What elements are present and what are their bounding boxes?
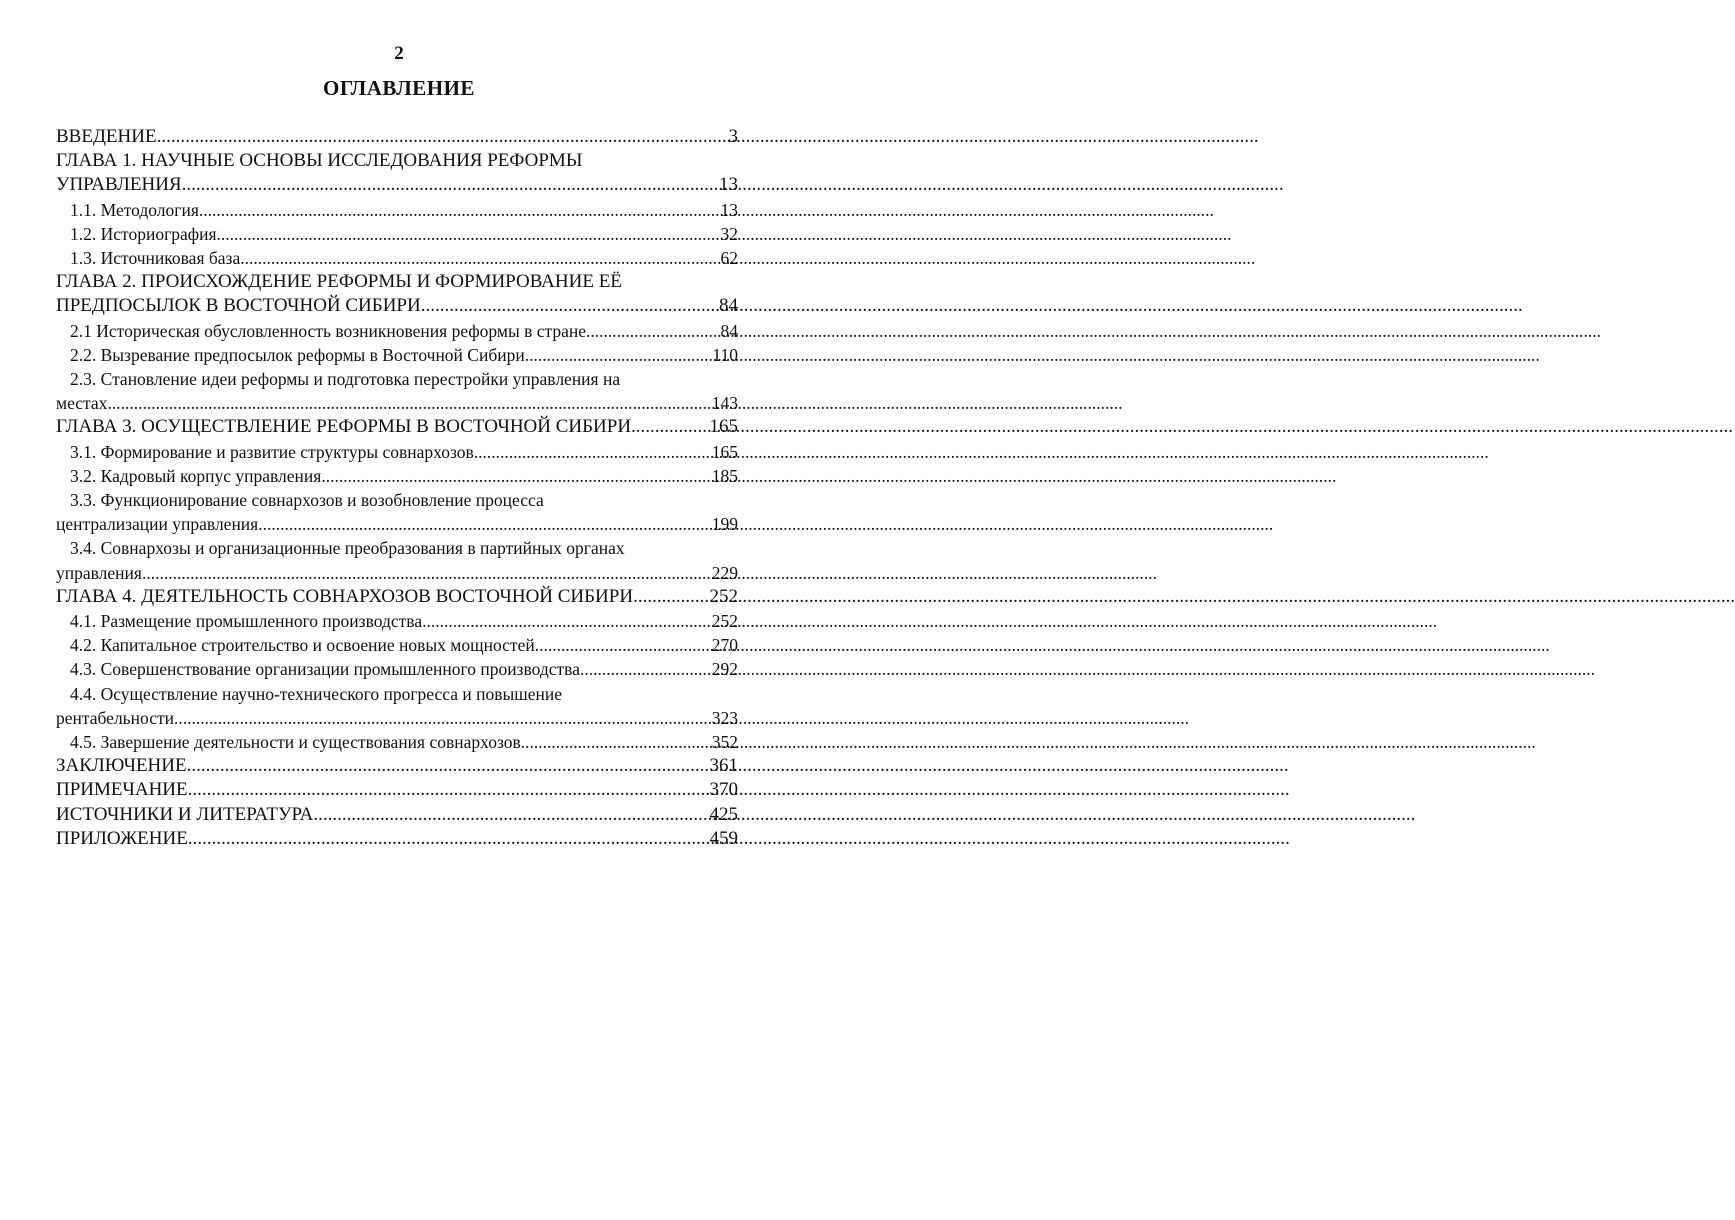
dot-leader (182, 173, 718, 197)
toc-entry-line (56, 827, 738, 851)
toc-entry-line (56, 343, 738, 367)
toc-entry-title: ВВЕДЕНИЕ (56, 126, 157, 147)
toc-entry-title: ПРИЛОЖЕНИЕ (56, 827, 188, 849)
dot-leader (199, 198, 720, 222)
dot-leader (521, 730, 711, 754)
toc-entry-line (56, 512, 738, 536)
toc-entry-title: 1.1. Методология (70, 199, 199, 220)
toc-entry-title: рентабельности (56, 707, 174, 728)
dot-leader (631, 415, 708, 439)
toc-entry-title: ИСТОЧНИКИ И ЛИТЕРАТУРА (56, 803, 314, 825)
toc-entry (56, 803, 738, 827)
dot-leader (240, 246, 719, 270)
dot-leader (580, 657, 711, 681)
toc-entry (56, 343, 738, 367)
toc-entry-title: ГЛАВА 4. ДЕЯТЕЛЬНОСТЬ СОВНАРХОЗОВ ВОСТОЧНОЙ СИБИРИ (56, 585, 634, 607)
toc-entry-title: 4.3. Совершенствование организации промышленного производства (70, 659, 580, 680)
toc-entry-line (56, 125, 738, 149)
toc-entry-title: ЗАКЛЮЧЕНИЕ (56, 755, 187, 777)
toc-entry-line (56, 464, 738, 488)
page-number: 2 (394, 43, 404, 64)
toc-page-number: 361 (709, 755, 738, 777)
table-of-contents (56, 125, 738, 851)
toc-entry-title: 2.1 Историческая обусловленность возникновения реформы в стране (70, 320, 587, 341)
toc-entry (56, 585, 738, 609)
toc-page-number: 62 (720, 248, 738, 269)
toc-page-number: 229 (711, 562, 738, 583)
toc-entry (56, 488, 738, 536)
toc-entry-title: ПРИМЕЧАНИЕ (56, 779, 188, 801)
toc-entry-line (56, 198, 738, 222)
toc-entry (56, 464, 738, 488)
toc-entry-line (56, 173, 738, 197)
toc-entry-first-line: 3.4. Совнархозы и организационные преобразования в партийных органах (70, 538, 625, 559)
toc-page-number: 84 (719, 295, 738, 317)
toc-entry-title: местах (56, 393, 108, 414)
dot-leader (313, 803, 708, 827)
toc-page-number: 370 (709, 779, 738, 801)
toc-entry (56, 730, 738, 754)
toc-entry (56, 125, 738, 149)
toc-entry-line (56, 585, 738, 609)
toc-entry-line (56, 803, 738, 827)
toc-entry-line (56, 391, 738, 415)
toc-entry (56, 682, 738, 730)
toc-entry-title: 4.1. Размещение промышленного производства (70, 611, 423, 632)
toc-entry (56, 657, 738, 681)
dot-leader (187, 754, 709, 778)
toc-entry (56, 222, 738, 246)
toc-entry-first-line: 4.4. Осуществление научно-технического прогресса и повышение (70, 683, 562, 704)
toc-entry-title: 3.2. Кадровый корпус управления (70, 465, 322, 486)
toc-entry (56, 609, 738, 633)
toc-entry-line (56, 778, 738, 802)
toc-page-number: 110 (712, 344, 738, 365)
toc-page-number: 165 (711, 441, 738, 462)
toc-entry-title: УПРАВЛЕНИЯ (56, 174, 182, 196)
toc-entry-title: 3.1. Формирование и развитие структуры совнархозов (70, 441, 474, 462)
toc-page-number: 199 (711, 514, 738, 535)
dot-leader (474, 440, 711, 464)
dot-leader (633, 585, 708, 609)
toc-entry-title: управления (56, 562, 142, 583)
toc-page-number: 425 (709, 803, 738, 825)
toc-page-number: 3 (728, 126, 738, 147)
dot-leader (422, 609, 711, 633)
dot-leader (535, 633, 711, 657)
toc-entry (56, 754, 738, 778)
toc-page-number: 323 (711, 707, 738, 728)
toc-entry-line (56, 319, 738, 343)
toc-entry (56, 415, 738, 439)
toc-page-number: 13 (720, 199, 738, 220)
toc-entry (56, 827, 738, 851)
dot-leader (421, 294, 718, 318)
toc-entry (56, 270, 738, 318)
toc-entry-title: 2.2. Вызревание предпосылок реформы в Восточной Сибири (70, 344, 525, 365)
toc-entry (56, 440, 738, 464)
dot-leader (586, 319, 719, 343)
dot-leader (174, 706, 711, 730)
toc-entry-line (56, 294, 738, 318)
toc-entry-title: 1.2. Историография (70, 223, 217, 244)
dot-leader (188, 827, 709, 851)
dot-leader (321, 464, 710, 488)
toc-entry-line (56, 246, 738, 270)
dot-leader (258, 512, 711, 536)
toc-entry-line (56, 633, 738, 657)
toc-page-number: 352 (711, 732, 738, 753)
toc-entry-title: ГЛАВА 3. ОСУЩЕСТВЛЕНИЕ РЕФОРМЫ В ВОСТОЧНОЙ СИБИРИ (56, 416, 632, 438)
toc-entry (56, 319, 738, 343)
toc-entry-first-line: ГЛАВА 2. ПРОИСХОЖДЕНИЕ РЕФОРМЫ И ФОРМИРОВАНИЕ ЕЁ (56, 271, 622, 293)
toc-entry-line (56, 440, 738, 464)
toc-entry (56, 198, 738, 222)
toc-page-number: 32 (720, 223, 738, 244)
toc-entry-line (56, 561, 738, 585)
toc-page-number: 13 (719, 174, 738, 196)
toc-entry-line (56, 730, 738, 754)
dot-leader (217, 222, 720, 246)
toc-page-number: 270 (711, 635, 738, 656)
toc-entry-title: 4.5. Завершение деятельности и существования совнархозов (70, 732, 521, 753)
toc-entry (56, 149, 738, 197)
toc-entry-first-line: ГЛАВА 1. НАУЧНЫЕ ОСНОВЫ ИССЛЕДОВАНИЯ РЕФОРМЫ (56, 150, 583, 172)
toc-page-number: 459 (709, 827, 738, 849)
toc-entry (56, 536, 738, 584)
toc-entry-title: централизации управления (56, 514, 259, 535)
page-title: ОГЛАВЛЕНИЕ (323, 76, 475, 100)
toc-entry-title: 1.3. Источниковая база (70, 248, 241, 269)
toc-entry (56, 778, 738, 802)
toc-entry-title: 4.2. Капитальное строительство и освоение новых мощностей (70, 635, 535, 656)
toc-page-number: 252 (709, 585, 738, 607)
toc-page-number: 84 (720, 320, 738, 341)
dot-leader (525, 343, 712, 367)
toc-entry-line (56, 415, 738, 439)
document-page (0, 0, 798, 1220)
toc-entry-first-line: 3.3. Функционирование совнархозов и возобновление процесса (70, 490, 544, 511)
toc-page-number: 292 (711, 659, 738, 680)
dot-leader (157, 125, 728, 149)
toc-page-number: 165 (709, 416, 738, 438)
toc-entry-first-line: 2.3. Становление идеи реформы и подготовка перестройки управления на (70, 369, 621, 390)
toc-page-number: 143 (711, 393, 738, 414)
toc-page-number: 185 (711, 465, 738, 486)
toc-entry (56, 633, 738, 657)
toc-entry-title: ПРЕДПОСЫЛОК В ВОСТОЧНОЙ СИБИРИ (56, 295, 421, 317)
toc-entry-line (56, 657, 738, 681)
toc-entry-line (56, 706, 738, 730)
dot-leader (107, 391, 710, 415)
toc-entry-line (56, 754, 738, 778)
dot-leader (142, 561, 711, 585)
toc-entry-line (56, 609, 738, 633)
toc-entry (56, 246, 738, 270)
toc-entry (56, 367, 738, 415)
dot-leader (188, 778, 709, 802)
toc-page-number: 252 (711, 611, 738, 632)
toc-entry-line (56, 222, 738, 246)
